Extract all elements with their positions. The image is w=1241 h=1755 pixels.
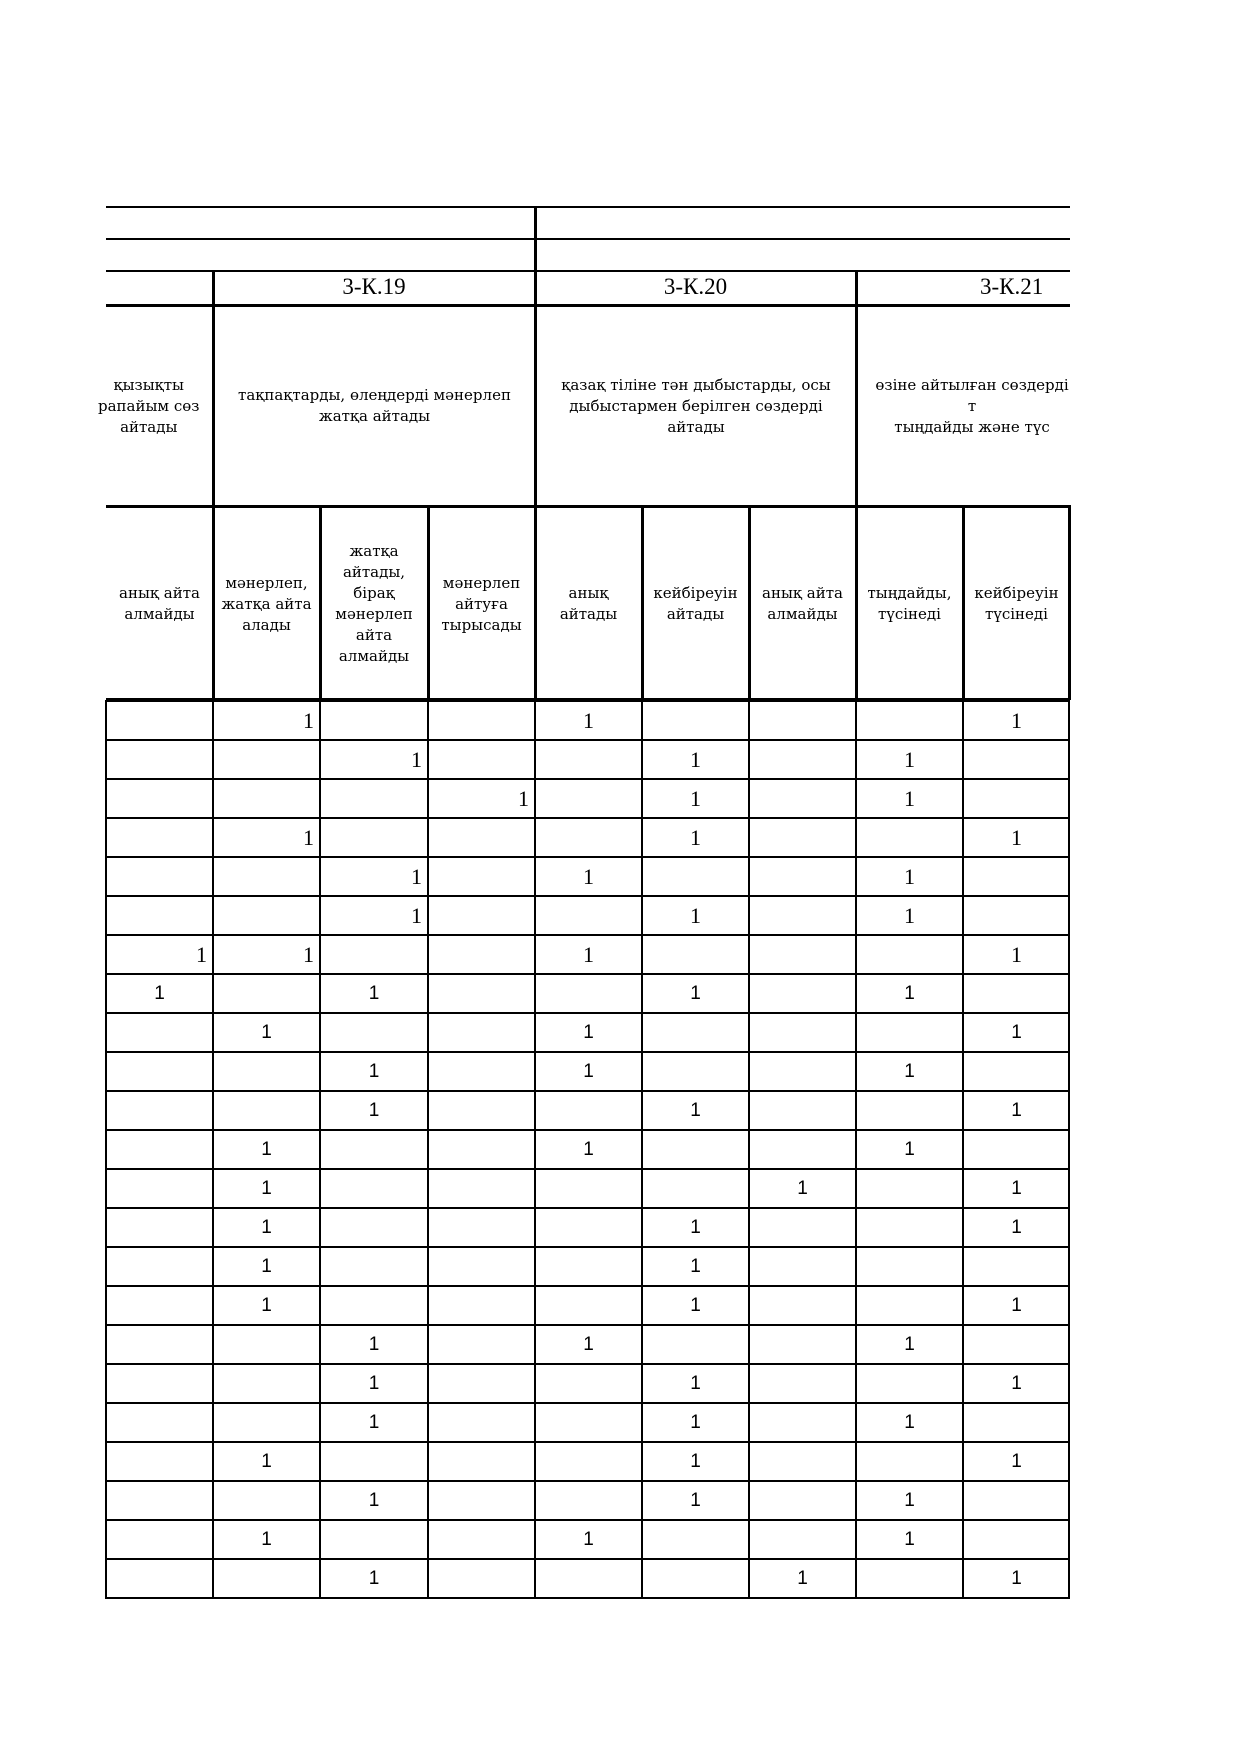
criterion-code: 3-К.21 xyxy=(980,274,1044,299)
table-cell[interactable]: 1 xyxy=(261,1216,272,1238)
level-header: жатқа айтады, бірақ мәнерлеп айта алмайды xyxy=(335,542,413,665)
table-cell[interactable]: 1 xyxy=(1011,1450,1022,1472)
criterion-description: қазақ тіліне тән дыбыстарды, осы дыбыстармен берілген сөздерді айтады xyxy=(561,375,831,436)
level-header: анық айта алмайды xyxy=(762,584,843,623)
table-cell[interactable]: 1 xyxy=(1011,941,1022,967)
table-cell[interactable]: 1 xyxy=(690,1294,701,1316)
table-cell[interactable]: 1 xyxy=(797,1177,808,1199)
table-cell[interactable]: 1 xyxy=(368,1567,380,1589)
table-cell[interactable]: 1 xyxy=(303,941,314,967)
table-cell[interactable]: 1 xyxy=(518,785,529,811)
row-line xyxy=(106,1597,1070,1599)
table-cell[interactable]: 1 xyxy=(690,1450,701,1472)
table-cell[interactable]: 1 xyxy=(261,1255,272,1277)
level-header: тыңдайды, түсінеді xyxy=(867,584,952,623)
table-cell[interactable]: 1 xyxy=(261,1294,272,1316)
table-cell[interactable]: 1 xyxy=(411,902,422,928)
table-cell[interactable]: 1 xyxy=(1011,1021,1022,1043)
criterion-code: 3-К.20 xyxy=(663,274,728,299)
table-cell[interactable]: 1 xyxy=(690,1372,701,1394)
table-cell[interactable]: 1 xyxy=(411,863,422,889)
table-cell[interactable]: 1 xyxy=(690,1411,701,1433)
level-header: мәнерлеп айтуға тырысады xyxy=(441,573,522,634)
table-cell[interactable]: 1 xyxy=(904,1489,915,1511)
table-cell[interactable]: 1 xyxy=(368,1489,380,1511)
table-cell[interactable]: 1 xyxy=(368,1372,380,1394)
table-cell[interactable]: 1 xyxy=(904,863,915,889)
table-cell[interactable]: 1 xyxy=(904,902,915,928)
table-cell[interactable]: 1 xyxy=(690,902,701,928)
table-cell[interactable]: 1 xyxy=(1011,1372,1022,1394)
table-cell[interactable]: 1 xyxy=(904,1138,915,1160)
table-row xyxy=(106,1363,1070,1402)
table-cell[interactable]: 1 xyxy=(904,1333,915,1355)
table-cell[interactable]: 1 xyxy=(583,1528,594,1550)
table-cell[interactable]: 1 xyxy=(261,1021,272,1043)
table-cell[interactable]: 1 xyxy=(1011,1567,1022,1589)
table-cell[interactable]: 1 xyxy=(904,746,915,772)
table-cell[interactable]: 1 xyxy=(1011,824,1022,850)
table-cell[interactable]: 1 xyxy=(583,863,594,889)
table-cell[interactable]: 1 xyxy=(583,1138,594,1160)
table-cell[interactable]: 1 xyxy=(1011,707,1022,733)
table-cell[interactable]: 1 xyxy=(368,1099,380,1121)
table-cell[interactable]: 1 xyxy=(154,982,165,1004)
table-cell[interactable]: 1 xyxy=(690,746,701,772)
level-header: мәнерлеп, жатқа айта алады xyxy=(221,573,312,634)
table-cell[interactable]: 1 xyxy=(690,1216,701,1238)
criterion-description: тақпақтарды, өлеңдерді мәнерлеп жатқа айтады xyxy=(238,386,511,425)
table-cell[interactable]: 1 xyxy=(583,1060,594,1082)
table-cell[interactable]: 1 xyxy=(1011,1099,1022,1121)
table-cell[interactable]: 1 xyxy=(904,982,915,1004)
table-cell[interactable]: 1 xyxy=(368,1411,380,1433)
table-cell[interactable]: 1 xyxy=(303,824,314,850)
table-cell[interactable]: 1 xyxy=(303,707,314,733)
table-row xyxy=(106,1090,1070,1129)
table-cell[interactable]: 1 xyxy=(583,1021,594,1043)
grid-line xyxy=(106,238,1070,240)
table-cell[interactable]: 1 xyxy=(411,746,422,772)
table-cell[interactable]: 1 xyxy=(1011,1216,1022,1238)
table-row xyxy=(106,1558,1070,1597)
criterion-code: 3-К.19 xyxy=(342,274,406,299)
table-cell[interactable]: 1 xyxy=(1011,1294,1022,1316)
table-cell[interactable]: 1 xyxy=(690,1489,701,1511)
level-header: кейбіреуін түсінеді xyxy=(974,584,1059,623)
table-cell[interactable]: 1 xyxy=(261,1528,272,1550)
table-cell[interactable]: 1 xyxy=(261,1138,272,1160)
table-cell[interactable]: 1 xyxy=(904,1411,915,1433)
table-cell[interactable]: 1 xyxy=(690,1255,701,1277)
criterion-description: қызықты рапайым сөз айтады xyxy=(98,375,200,436)
table-cell[interactable]: 1 xyxy=(904,1060,915,1082)
table-cell[interactable]: 1 xyxy=(1011,1177,1022,1199)
table-cell[interactable]: 1 xyxy=(261,1177,272,1199)
table-cell[interactable]: 1 xyxy=(261,1450,272,1472)
table-cell[interactable]: 1 xyxy=(583,941,594,967)
table-cell[interactable]: 1 xyxy=(904,1528,915,1550)
criterion-description: өзіне айтылған сөздерді т тыңдайды және түс xyxy=(875,375,1069,436)
level-header: кейбіреуін айтады xyxy=(653,584,738,623)
table-cell[interactable]: 1 xyxy=(690,785,701,811)
level-header: анық айта алмайды xyxy=(119,584,200,623)
table-cell[interactable]: 1 xyxy=(690,982,701,1004)
table-cell[interactable]: 1 xyxy=(368,982,380,1004)
level-header: анық айтады xyxy=(559,584,618,623)
table-cell[interactable]: 1 xyxy=(368,1333,380,1355)
grid-line xyxy=(106,206,1070,208)
table-cell[interactable]: 1 xyxy=(583,707,594,733)
table-cell[interactable]: 1 xyxy=(690,1099,701,1121)
table-cell[interactable]: 1 xyxy=(904,785,915,811)
table-cell[interactable]: 1 xyxy=(583,1333,594,1355)
table-cell[interactable]: 1 xyxy=(368,1060,380,1082)
table-cell[interactable]: 1 xyxy=(196,941,207,967)
table-cell[interactable]: 1 xyxy=(797,1567,808,1589)
table-cell[interactable]: 1 xyxy=(690,824,701,850)
